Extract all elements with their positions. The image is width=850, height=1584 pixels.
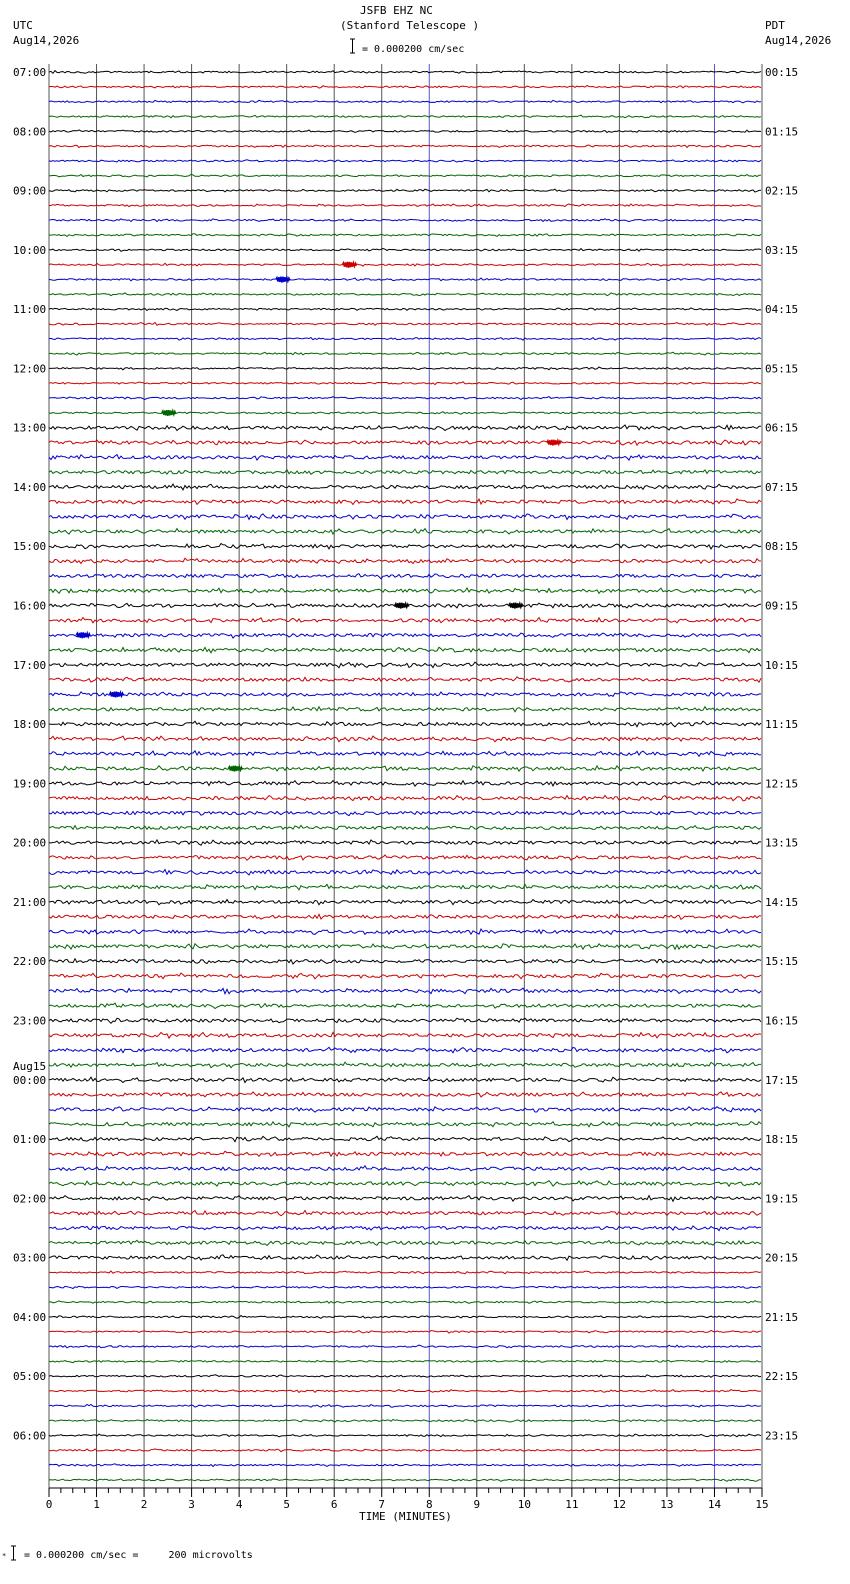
utc-hour-label: 19:00 [13,777,47,791]
seismic-trace [49,677,761,682]
seismic-trace [49,1136,761,1141]
seismic-event [342,262,356,268]
seismic-trace [49,145,761,148]
seismic-trace [49,1107,761,1112]
seismic-trace [49,1122,761,1127]
seismic-trace [49,1479,761,1482]
seismic-trace [49,382,761,385]
seismic-trace [49,352,761,355]
utc-hour-label: 05:00 [13,1370,47,1384]
seismic-trace [49,796,761,801]
seismic-trace [49,278,761,281]
utc-hour-label: 06:00 [13,1429,47,1443]
utc-hour-label: 08:00 [13,125,47,139]
x-tick-label: 3 [188,1498,195,1511]
seismic-trace [49,308,761,311]
seismic-trace [49,574,761,579]
seismic-trace [49,840,761,845]
station-title: JSFB EHZ NC [360,4,433,17]
utc-hour-label: 12:00 [13,362,47,376]
x-tick-label: 8 [425,1498,433,1511]
seismic-trace [49,1196,761,1202]
seismic-trace [49,825,761,829]
seismic-trace [49,367,761,370]
seismic-trace [49,1286,761,1289]
seismic-event [395,603,409,609]
seismic-trace [49,914,761,919]
seismic-trace [49,766,761,771]
seismic-trace [49,160,761,162]
pdt-hour-label: 13:15 [765,836,799,850]
x-tick-label: 0 [45,1498,53,1511]
seismic-trace [49,484,761,490]
seismic-trace [49,959,761,964]
pdt-hour-label: 22:15 [765,1370,799,1384]
seismic-trace [49,900,761,905]
seismic-trace [49,647,761,653]
seismic-trace [49,973,761,979]
x-tick-label: 13 [660,1498,674,1511]
seismic-trace [49,1047,761,1052]
seismic-trace [49,544,761,549]
seismic-trace [49,338,761,341]
seismic-trace [49,86,761,89]
seismic-trace [49,1271,761,1274]
seismic-trace [49,499,761,505]
x-tick-label: 14 [707,1498,722,1511]
seismic-trace [49,219,761,222]
seismic-trace [49,1226,761,1231]
seismic-trace [49,529,761,534]
utc-hour-label: 23:00 [13,1014,47,1028]
pdt-hour-label: 07:15 [765,480,799,494]
x-tick-label: 12 [612,1498,627,1511]
site-subtitle: (Stanford Telescope ) [340,19,480,32]
seismic-trace [49,130,761,133]
seismic-trace [49,1434,761,1437]
pdt-hour-label: 10:15 [765,658,799,672]
seismic-trace [49,470,761,475]
seismic-trace [49,1092,761,1097]
seismic-trace [49,1345,761,1348]
x-tick-label: 10 [517,1498,531,1511]
seismic-event [76,632,90,638]
utc-hour-label: 04:00 [13,1310,47,1324]
seismic-trace [49,440,761,445]
x-tick-label: 1 [93,1498,100,1511]
pdt-hour-label: 08:15 [765,540,799,554]
pdt-hour-label: 16:15 [765,1014,799,1028]
seismic-trace [49,1360,761,1363]
seismic-trace [49,633,761,638]
seismic-trace [49,1077,761,1082]
seismic-event [547,440,561,446]
scale-label: = 0.000200 cm/sec [362,44,465,55]
seismic-trace [49,234,761,237]
seismic-trace [49,1062,761,1068]
utc-hour-label: 22:00 [13,955,47,969]
seismic-trace [49,1301,761,1304]
pdt-hour-label: 09:15 [765,599,799,613]
seismic-trace [49,1420,761,1423]
seismic-trace [49,115,761,118]
utc-hour-label: 09:00 [13,184,47,198]
pdt-hour-label: 05:15 [765,362,799,376]
x-tick-label: 4 [235,1498,243,1511]
seismic-trace [49,249,761,252]
footer-scale-label: = 0.000200 cm/sec = 200 microvolts [24,1550,253,1561]
scale-bar-icon [350,39,355,53]
pdt-hour-label: 15:15 [765,955,799,969]
utc-hour-label: 00:00 [13,1073,47,1087]
utc-hour-label: 10:00 [13,243,47,257]
seismic-trace [49,855,761,860]
seismic-trace [49,71,761,74]
seismic-trace [49,944,761,950]
seismic-trace [49,263,761,266]
pdt-hour-label: 06:15 [765,421,799,435]
utc-hour-label: 18:00 [13,718,47,732]
seismic-trace [49,514,761,520]
seismic-trace [49,1240,761,1245]
pdt-hour-label: 21:15 [765,1310,799,1324]
pdt-hour-label: 14:15 [765,895,799,909]
seismic-trace [49,781,761,787]
seismic-trace [49,1211,761,1216]
seismic-trace [49,425,761,431]
seismic-trace [49,293,761,296]
utc-hour-label: 11:00 [13,303,47,317]
seismic-event [509,603,523,609]
utc-hour-label: 13:00 [13,421,47,435]
seismic-trace [49,323,761,326]
utc-hour-label: 02:00 [13,1192,47,1206]
pdt-hour-label: 01:15 [765,125,799,139]
x-tick-label: 2 [140,1498,148,1511]
footer-scale-bar-icon [11,1546,16,1560]
seismic-trace [49,884,761,889]
footer-corner-mark: * [2,1552,7,1560]
utc-date-label: Aug14,2026 [13,34,80,47]
seismic-trace [49,174,761,177]
seismic-trace [49,1181,761,1187]
seismic-event [276,277,290,283]
x-tick-label: 11 [565,1498,579,1511]
seismic-trace [49,204,761,207]
seismic-trace [49,1003,761,1008]
seismic-trace [49,189,761,192]
utc-hour-label: 20:00 [13,836,47,850]
utc-hour-label: 16:00 [13,599,47,613]
pdt-hour-label: 19:15 [765,1192,799,1206]
x-tick-label: 6 [330,1498,338,1511]
pdt-hour-label: 04:15 [765,303,799,317]
pdt-hour-label: 03:15 [765,243,799,257]
pdt-hour-label: 20:15 [765,1251,799,1265]
date-change-label: Aug15 [13,1059,47,1073]
x-tick-label: 9 [473,1498,481,1511]
seismic-trace [49,558,761,563]
x-axis-title: TIME (MINUTES) [359,1510,452,1523]
seismic-trace [49,1449,761,1452]
seismic-event [110,692,124,698]
seismic-trace [49,751,761,757]
x-tick-label: 15 [755,1498,769,1511]
seismic-trace [49,929,761,934]
seismic-trace [49,1032,761,1038]
utc-hour-label: 14:00 [13,480,47,494]
pdt-hour-label: 12:15 [765,777,799,791]
pdt-zone-label: PDT [765,19,785,32]
pdt-hour-label: 18:15 [765,1133,799,1147]
pdt-hour-label: 02:15 [765,184,799,198]
seismic-trace [49,721,761,727]
pdt-hour-label: 23:15 [765,1429,799,1443]
utc-hour-label: 01:00 [13,1133,47,1147]
seismic-event [162,410,176,416]
pdt-hour-label: 11:15 [765,718,799,732]
x-tick-label: 5 [283,1498,290,1511]
seismic-trace [49,588,761,593]
seismic-trace [49,1166,761,1171]
seismic-trace [49,810,761,815]
seismic-trace [49,455,761,461]
pdt-hour-label: 17:15 [765,1073,799,1087]
utc-hour-label: 21:00 [13,895,47,909]
utc-hour-label: 15:00 [13,540,47,554]
utc-zone-label: UTC [13,19,33,32]
pdt-date-label: Aug14,2026 [765,34,832,47]
seismic-trace [49,1390,761,1393]
seismic-trace [49,1018,761,1023]
seismic-trace [49,1464,761,1467]
seismic-trace [49,397,761,400]
utc-hour-label: 03:00 [13,1251,47,1265]
utc-hour-label: 07:00 [13,66,47,79]
seismic-trace [49,692,761,697]
seismic-trace [49,412,761,415]
seismic-trace [49,736,761,742]
seismic-trace [49,1330,761,1333]
seismic-trace [49,618,761,623]
seismic-trace [49,662,761,668]
seismic-trace [49,1151,761,1156]
x-tick-label: 7 [378,1498,386,1511]
seismic-event [228,766,242,772]
seismic-trace [49,870,761,876]
seismic-trace [49,100,761,103]
seismic-trace [49,1255,761,1261]
pdt-hour-label: 00:15 [765,66,799,79]
seismic-trace [49,988,761,994]
seismic-trace [49,1316,761,1319]
utc-hour-label: 17:00 [13,658,47,672]
seismic-trace [49,1375,761,1378]
seismic-trace [49,1405,761,1408]
seismic-trace [49,707,761,712]
